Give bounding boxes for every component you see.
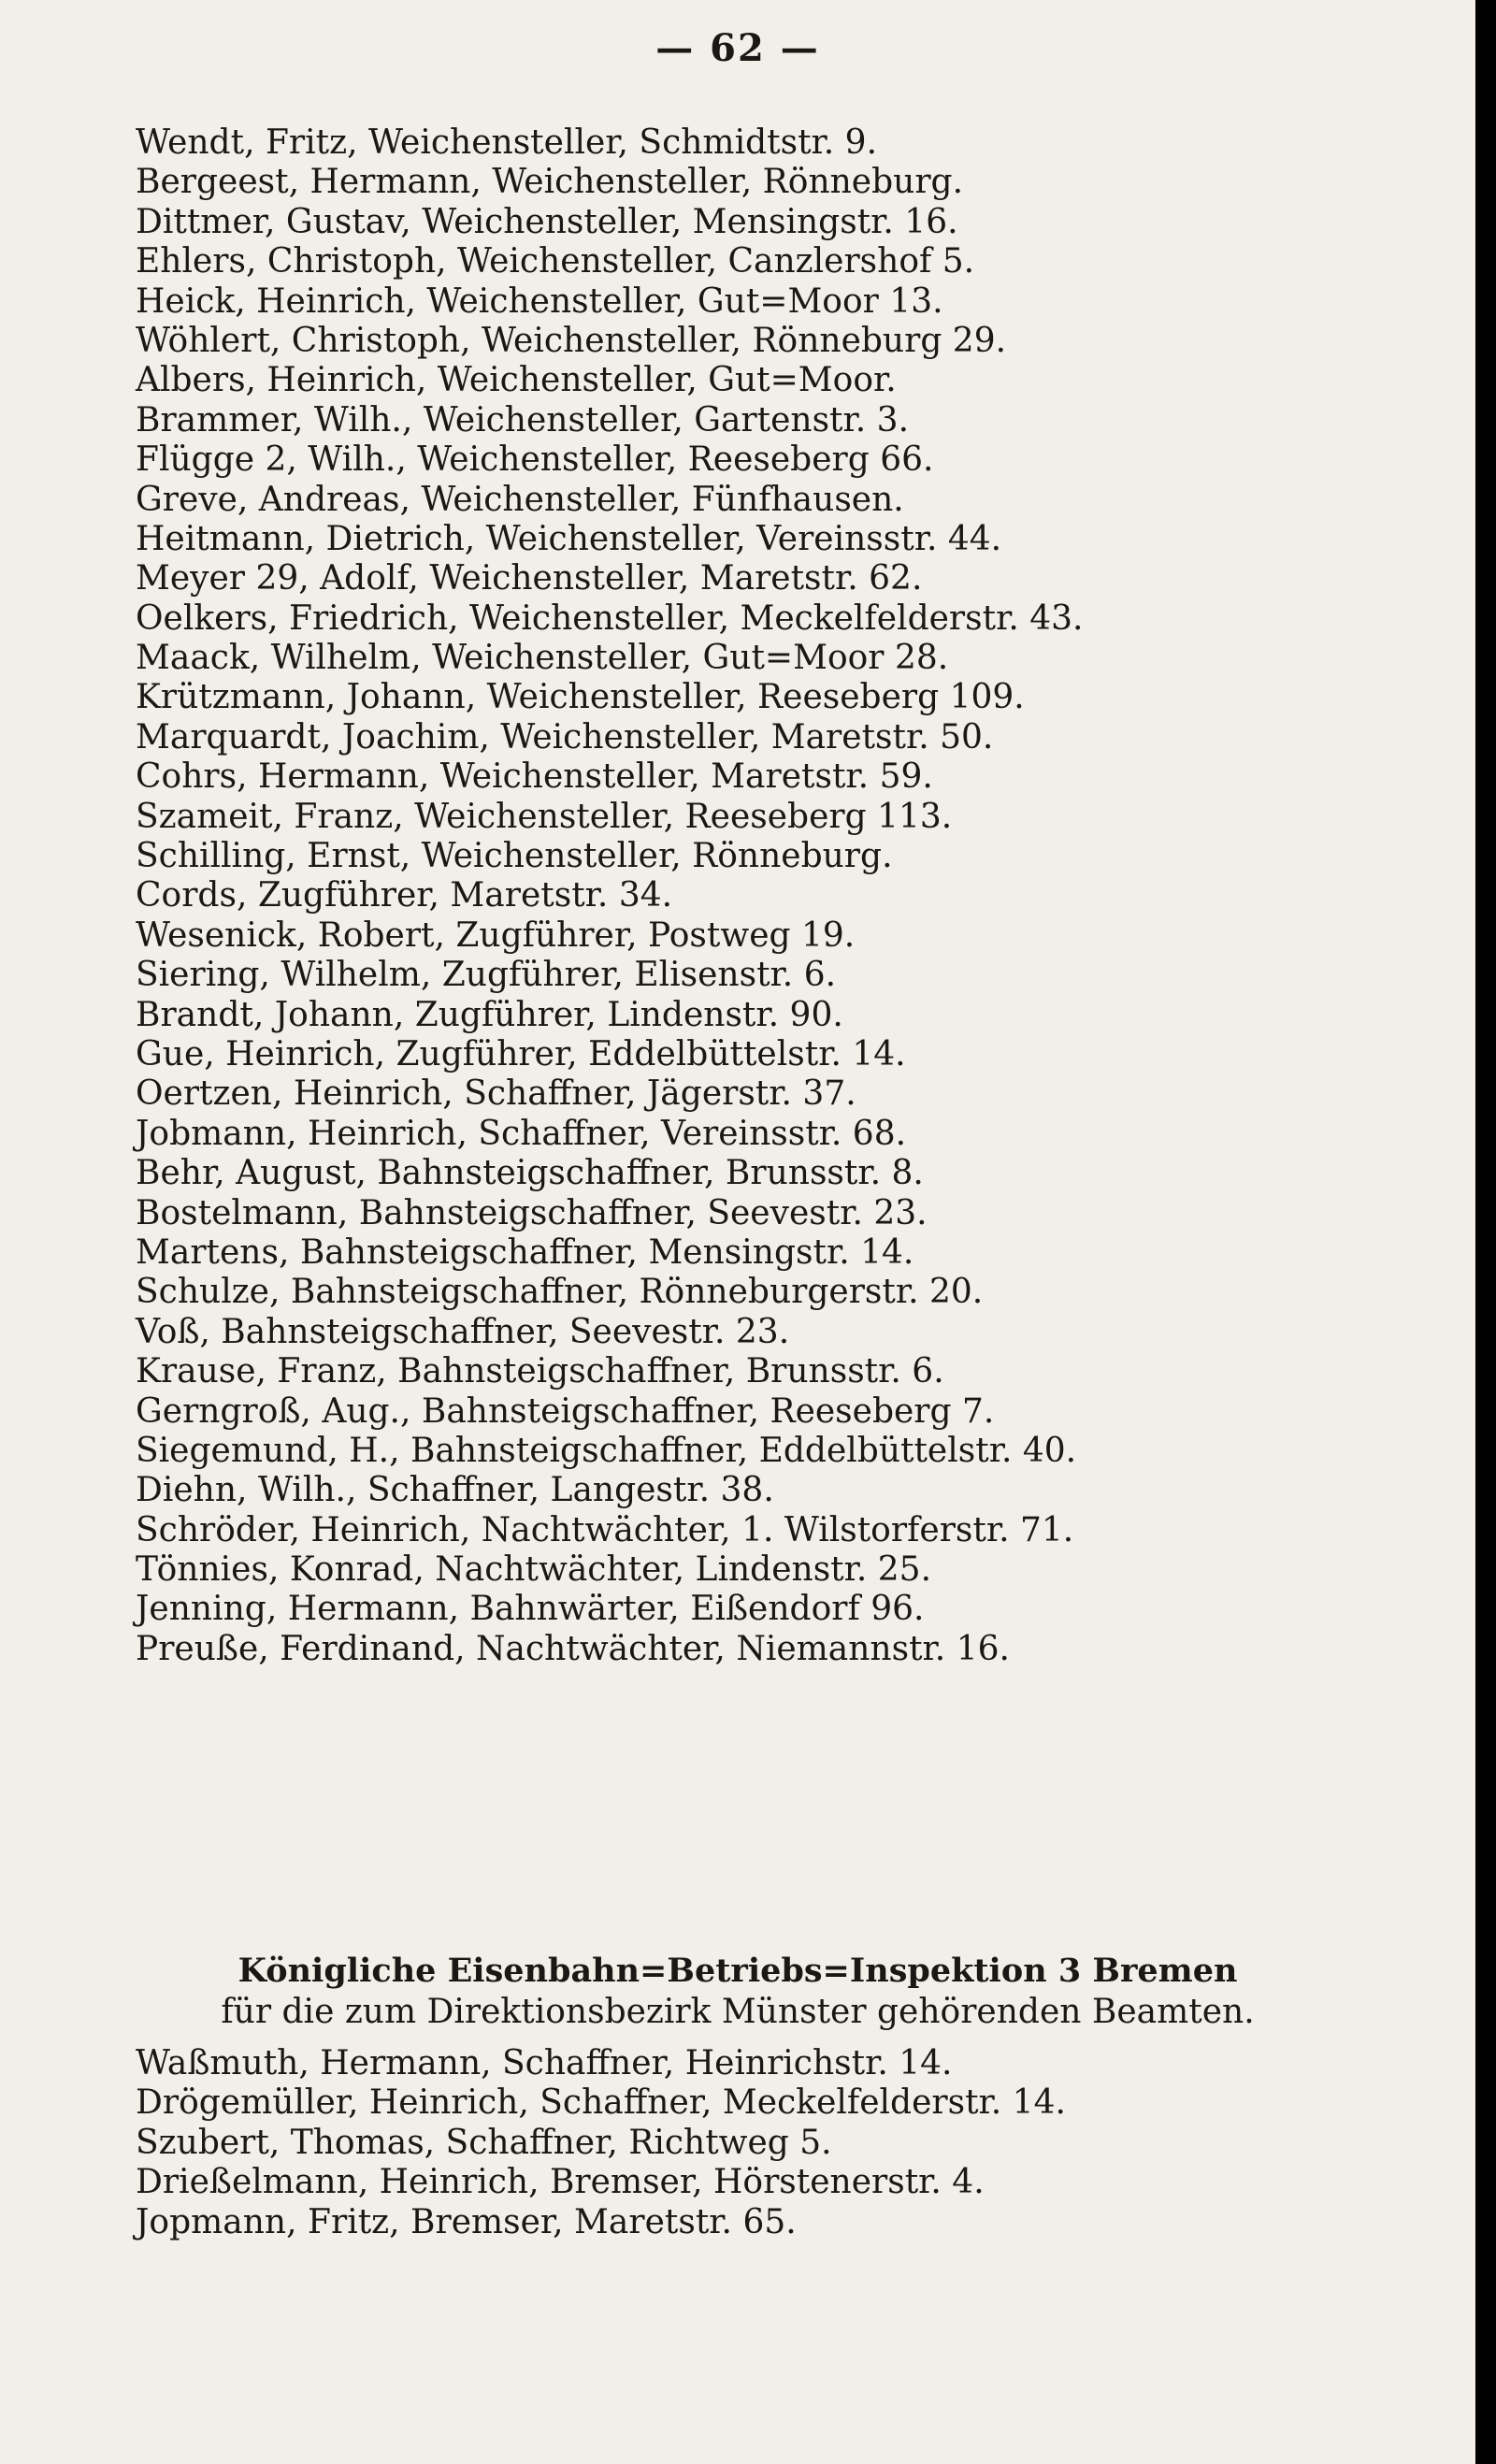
list-item: Jenning, Hermann, Bahnwärter, Eißendorf 96. bbox=[136, 1590, 925, 1629]
list-item: Siegemund, H., Bahnsteigschaffner, Eddelbüttelstr. 40. bbox=[136, 1431, 1077, 1470]
list-item: Diehn, Wilh., Schaffner, Langestr. 38. bbox=[136, 1471, 774, 1510]
list-item: Oertzen, Heinrich, Schaffner, Jägerstr. 37. bbox=[136, 1074, 856, 1114]
list-item: Wendt, Fritz, Weichensteller, Schmidtstr. 9. bbox=[136, 123, 878, 162]
list-item: Jobmann, Heinrich, Schaffner, Vereinsstr. 68. bbox=[136, 1114, 907, 1153]
list-item: Voß, Bahnsteigschaffner, Seevestr. 23. bbox=[136, 1312, 790, 1351]
list-item: Maack, Wilhelm, Weichensteller, Gut=Moor 28. bbox=[136, 639, 949, 678]
list-item: Drögemüller, Heinrich, Schaffner, Meckelfelderstr. 14. bbox=[136, 2083, 1066, 2123]
list-item: Jopmann, Fritz, Bremser, Maretstr. 65. bbox=[136, 2202, 797, 2241]
list-item: Martens, Bahnsteigschaffner, Mensingstr. 14. bbox=[136, 1232, 914, 1272]
list-item: Drießelmann, Heinrich, Bremser, Hörstenerstr. 4. bbox=[136, 2163, 985, 2202]
list-item: Heick, Heinrich, Weichensteller, Gut=Moor 13. bbox=[136, 281, 943, 321]
list-item: Tönnies, Konrad, Nachtwächter, Lindenstr. 25. bbox=[136, 1550, 932, 1590]
page-number: — 62 — bbox=[655, 26, 820, 70]
list-item: Cords, Zugführer, Maretstr. 34. bbox=[136, 876, 673, 915]
list-item: Waßmuth, Hermann, Schaffner, Heinrichstr. 14. bbox=[136, 2044, 953, 2082]
list-item: Bostelmann, Bahnsteigschaffner, Seevestr. 23. bbox=[136, 1193, 928, 1232]
list-item: Behr, August, Bahnsteigschaffner, Brunsstr. 8. bbox=[136, 1154, 924, 1193]
list-item: Dittmer, Gustav, Weichensteller, Mensingstr. 16. bbox=[136, 202, 958, 241]
list-item: Siering, Wilhelm, Zugführer, Elisenstr. 6. bbox=[136, 956, 837, 995]
section-heading: Königliche Eisenbahn=Betriebs=Inspektion 3 Bremen bbox=[237, 1952, 1238, 1990]
section-list bbox=[136, 2044, 1066, 2242]
section-subheading: für die zum Direktionsbezirk Münster gehörenden Beamten. bbox=[221, 1993, 1255, 2031]
list-item: Brandt, Johann, Zugführer, Lindenstr. 90. bbox=[136, 995, 843, 1034]
list-item: Meyer 29, Adolf, Weichensteller, Maretstr. 62. bbox=[136, 559, 923, 598]
list-item: Gue, Heinrich, Zugführer, Eddelbüttelstr. 14. bbox=[136, 1034, 906, 1073]
list-item: Greve, Andreas, Weichensteller, Fünfhausen. bbox=[136, 480, 904, 519]
list-item: Szubert, Thomas, Schaffner, Richtweg 5. bbox=[136, 2123, 832, 2162]
directory-list bbox=[136, 123, 1083, 1669]
list-item: Albers, Heinrich, Weichensteller, Gut=Moor. bbox=[136, 361, 897, 400]
list-item: Ehlers, Christoph, Weichensteller, Canzlershof 5. bbox=[136, 242, 975, 281]
list-item: Wesenick, Robert, Zugführer, Postweg 19. bbox=[136, 915, 856, 955]
list-item: Oelkers, Friedrich, Weichensteller, Meckelfelderstr. 43. bbox=[136, 598, 1084, 638]
list-item: Flügge 2, Wilh., Weichensteller, Reeseberg 66. bbox=[136, 440, 934, 480]
list-item: Gerngroß, Aug., Bahnsteigschaffner, Reeseberg 7. bbox=[136, 1391, 995, 1431]
list-item: Marquardt, Joachim, Weichensteller, Maretstr. 50. bbox=[136, 717, 994, 756]
list-item: Cohrs, Hermann, Weichensteller, Maretstr. 59. bbox=[136, 757, 933, 797]
list-item: Schröder, Heinrich, Nachtwächter, 1. Wilstorferstr. 71. bbox=[136, 1510, 1074, 1549]
list-item: Krause, Franz, Bahnsteigschaffner, Brunsstr. 6. bbox=[136, 1352, 944, 1391]
list-item: Heitmann, Dietrich, Weichensteller, Vereinsstr. 44. bbox=[136, 519, 1002, 558]
list-item: Krützmann, Johann, Weichensteller, Reeseberg 109. bbox=[136, 678, 1025, 717]
list-item: Preuße, Ferdinand, Nachtwächter, Niemannstr. 16. bbox=[136, 1629, 1010, 1668]
list-item: Schulze, Bahnsteigschaffner, Rönneburgerstr. 20. bbox=[136, 1273, 984, 1312]
list-item: Schilling, Ernst, Weichensteller, Rönneburg. bbox=[136, 837, 893, 876]
list-item: Brammer, Wilh., Weichensteller, Gartenstr. 3. bbox=[136, 400, 910, 439]
list-item: Wöhlert, Christoph, Weichensteller, Rönneburg 29. bbox=[136, 321, 1007, 360]
list-item: Szameit, Franz, Weichensteller, Reeseberg 113. bbox=[136, 797, 953, 836]
list-item: Bergeest, Hermann, Weichensteller, Rönneburg. bbox=[136, 163, 964, 202]
